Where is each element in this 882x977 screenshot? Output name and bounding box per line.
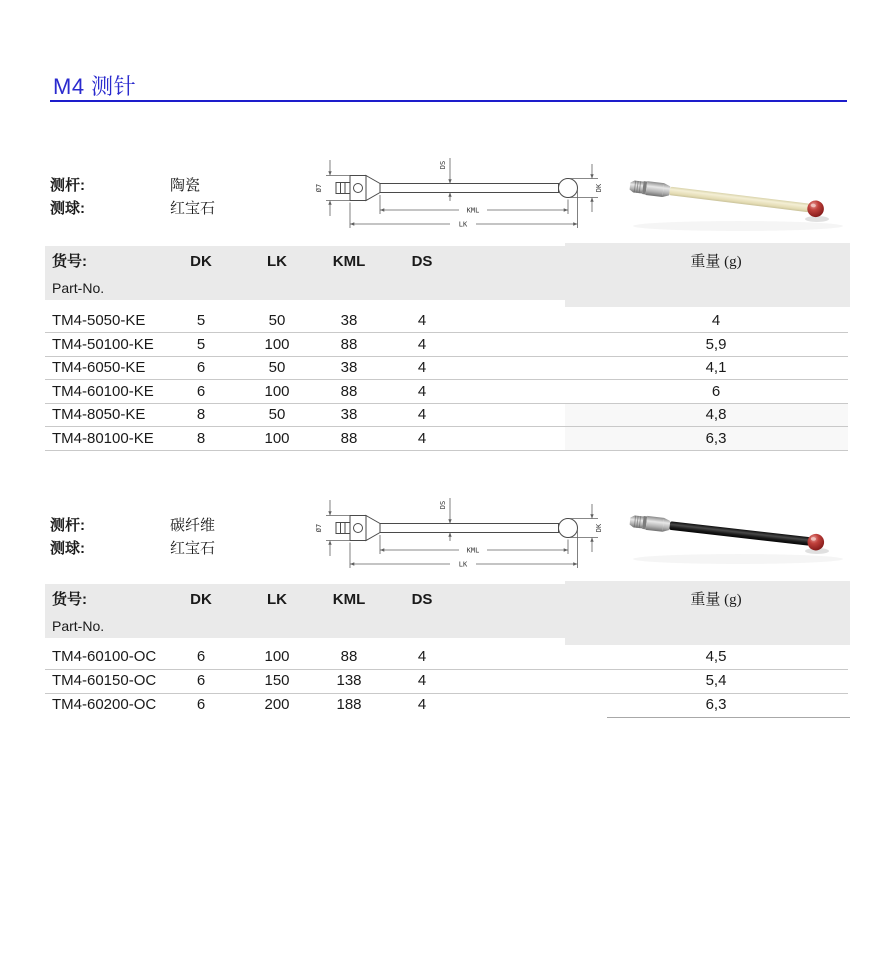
table-row xyxy=(45,669,848,694)
weight-cell: 6 xyxy=(711,383,721,400)
dk-cell: 8 xyxy=(196,430,206,447)
lk-cell: 100 xyxy=(264,648,290,665)
dim-label-dk: DK xyxy=(595,523,603,533)
dim-label-d7: Ø7 xyxy=(315,523,323,533)
dk-cell: 5 xyxy=(196,336,206,353)
spec-value-ball: 红宝石 xyxy=(170,201,216,217)
col-ds: DS xyxy=(411,253,433,270)
kml-cell: 88 xyxy=(340,430,358,447)
spec-label-ball: 测球: xyxy=(50,200,85,217)
lk-cell: 150 xyxy=(264,672,290,689)
table-row xyxy=(45,333,848,357)
weight-cell: 4 xyxy=(711,312,721,329)
dk-cell: 6 xyxy=(196,648,206,665)
part-no-cell: TM4-8050-KE xyxy=(52,406,146,423)
col-dk: DK xyxy=(190,253,212,270)
ds-cell: 4 xyxy=(417,648,427,665)
lk-cell: 100 xyxy=(264,430,290,447)
part-no-cell: TM4-50100-KE xyxy=(52,336,154,353)
ds-cell: 4 xyxy=(417,672,427,689)
dk-cell: 8 xyxy=(196,406,206,423)
ds-cell: 4 xyxy=(417,312,427,329)
table-row xyxy=(45,403,848,427)
kml-cell: 138 xyxy=(336,672,362,689)
ds-cell: 4 xyxy=(417,696,427,713)
table-row xyxy=(45,380,848,404)
col-part-no-en: Part-No. xyxy=(52,618,105,634)
col-dk: DK xyxy=(190,591,212,608)
weight-cell: 4,1 xyxy=(705,359,727,376)
table-header-row xyxy=(45,588,848,612)
spec-value-shaft: 陶瓷 xyxy=(170,178,201,194)
kml-cell: 88 xyxy=(340,336,358,353)
weight-cell: 6,3 xyxy=(705,696,727,713)
table-row xyxy=(45,356,848,380)
spec-value-shaft: 碳纤维 xyxy=(170,518,216,534)
table-header-subrow xyxy=(45,276,848,300)
dim-label-lk: LK xyxy=(458,560,468,569)
part-no-cell: TM4-60100-OC xyxy=(52,648,157,665)
dk-cell: 6 xyxy=(196,672,206,689)
lk-cell: 50 xyxy=(268,359,286,376)
col-part-no-zh: 货号: xyxy=(52,253,87,270)
ds-cell: 4 xyxy=(417,359,427,376)
kml-cell: 38 xyxy=(340,312,358,329)
dim-label-dk: DK xyxy=(595,183,603,193)
kml-cell: 88 xyxy=(340,383,358,400)
spec-label-ball: 测球: xyxy=(50,540,85,557)
spec-label-shaft: 测杆: xyxy=(50,177,85,194)
part-no-cell: TM4-5050-KE xyxy=(52,312,146,329)
weight-cell: 5,4 xyxy=(705,672,727,689)
part-no-cell: TM4-60150-OC xyxy=(52,672,157,689)
stylus-photo-ceramic xyxy=(618,166,858,254)
kml-cell: 88 xyxy=(340,648,358,665)
weight-cell: 5,9 xyxy=(705,336,727,353)
title-underline xyxy=(50,100,847,102)
dk-cell: 6 xyxy=(196,383,206,400)
ds-cell: 4 xyxy=(417,406,427,423)
dim-label-d7: Ø7 xyxy=(315,183,323,193)
stylus-photo-carbon xyxy=(618,501,858,589)
ds-cell: 4 xyxy=(417,383,427,400)
ds-cell: 4 xyxy=(417,430,427,447)
spec-label-shaft: 测杆: xyxy=(50,517,85,534)
col-part-no-en: Part-No. xyxy=(52,280,105,296)
col-weight: 重量 (g) xyxy=(690,592,742,608)
technical-drawing xyxy=(300,478,612,578)
dim-label-ds: DS xyxy=(439,500,447,510)
technical-drawing xyxy=(300,138,612,238)
part-no-cell: TM4-80100-KE xyxy=(52,430,154,447)
table-row xyxy=(45,309,848,333)
dim-label-lk: LK xyxy=(458,220,468,229)
kml-cell: 38 xyxy=(340,359,358,376)
dk-cell: 6 xyxy=(196,359,206,376)
weight-column-bottom-rule xyxy=(607,717,850,718)
part-no-cell: TM4-6050-KE xyxy=(52,359,146,376)
table-row xyxy=(45,693,848,717)
dim-label-ds: DS xyxy=(439,160,447,170)
page-title: M4 测针 xyxy=(53,74,137,99)
weight-cell: 4,8 xyxy=(705,406,727,423)
table-header-row xyxy=(45,250,848,274)
col-kml: KML xyxy=(332,253,366,270)
col-weight: 重量 (g) xyxy=(690,254,742,270)
col-part-no-zh: 货号: xyxy=(52,591,87,608)
col-lk: LK xyxy=(267,591,287,608)
spec-value-ball: 红宝石 xyxy=(170,541,216,557)
ds-cell: 4 xyxy=(417,336,427,353)
kml-cell: 38 xyxy=(340,406,358,423)
weight-cell: 4,5 xyxy=(705,648,727,665)
dk-cell: 6 xyxy=(196,696,206,713)
lk-cell: 200 xyxy=(264,696,290,713)
table-header-subrow xyxy=(45,614,848,638)
lk-cell: 50 xyxy=(268,406,286,423)
dim-label-kml: KML xyxy=(466,546,480,555)
table-row xyxy=(45,645,848,670)
lk-cell: 50 xyxy=(268,312,286,329)
table-row xyxy=(45,427,848,451)
dk-cell: 5 xyxy=(196,312,206,329)
lk-cell: 100 xyxy=(264,336,290,353)
kml-cell: 188 xyxy=(336,696,362,713)
lk-cell: 100 xyxy=(264,383,290,400)
col-lk: LK xyxy=(267,253,287,270)
col-ds: DS xyxy=(411,591,433,608)
weight-cell: 6,3 xyxy=(705,430,727,447)
dim-label-kml: KML xyxy=(466,206,480,215)
col-kml: KML xyxy=(332,591,366,608)
part-no-cell: TM4-60200-OC xyxy=(52,696,157,713)
part-no-cell: TM4-60100-KE xyxy=(52,383,154,400)
